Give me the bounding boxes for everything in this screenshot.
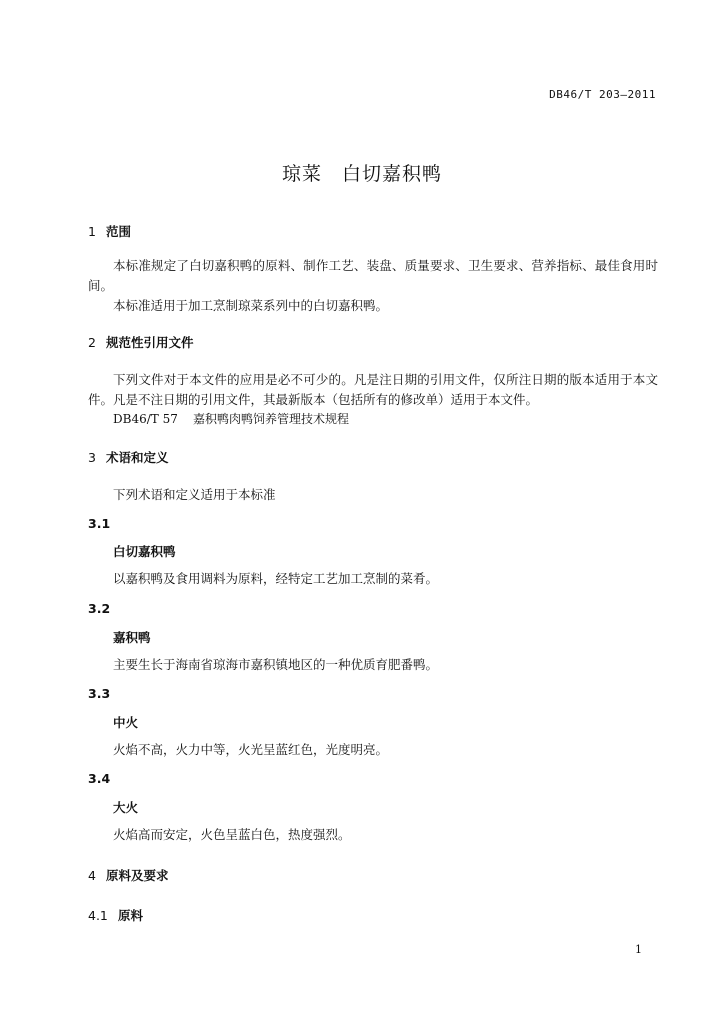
section-title: 范围 [106, 224, 132, 239]
page-number: 1 [635, 943, 642, 956]
section-number: 4 [88, 868, 96, 883]
reference-code: DB46/T 57 [113, 412, 178, 426]
section-1-paragraph-1: 本标准规定了白切嘉积鸭的原料、制作工艺、装盘、质量要求、卫生要求、营养指标、最佳食用时间。 [88, 258, 658, 293]
term-number: 3.3 [88, 686, 111, 701]
section-number: 3 [88, 450, 96, 465]
normative-reference [113, 410, 349, 427]
section-3-intro: 下列术语和定义适用于本标准 [113, 487, 276, 502]
term-number: 3.1 [88, 516, 111, 531]
term-name: 中火 [113, 715, 139, 730]
section-title: 原料及要求 [106, 868, 169, 883]
section-4-heading [88, 866, 169, 884]
term-number: 3.4 [88, 771, 111, 786]
term-definition: 以嘉积鸭及食用调料为原料，经特定工艺加工烹制的菜肴。 [113, 571, 439, 586]
term-name: 大火 [113, 800, 139, 815]
document-title: 琼菜 白切嘉积鸭 [281, 163, 442, 185]
section-1-paragraph-2: 本标准适用于加工烹制琼菜系列中的白切嘉积鸭。 [113, 298, 389, 313]
term-name: 白切嘉积鸭 [113, 544, 176, 559]
section-title: 术语和定义 [106, 450, 169, 465]
section-2-heading [88, 333, 194, 351]
term-definition: 火焰高而安定，火色呈蓝白色，热度强烈。 [113, 827, 351, 842]
term-definition: 主要生长于海南省琼海市嘉积镇地区的一种优质育肥番鸭。 [113, 657, 439, 672]
term-number: 3.2 [88, 601, 111, 616]
term-name: 嘉积鸭 [113, 630, 151, 645]
section-title: 规范性引用文件 [106, 335, 194, 350]
section-number: 2 [88, 335, 96, 350]
subsection-title: 原料 [118, 908, 144, 923]
term-definition: 火焰不高，火力中等，火光呈蓝红色，光度明亮。 [113, 742, 389, 757]
standard-number: DB46/T 203—2011 [549, 88, 656, 101]
section-3-heading [88, 448, 169, 466]
section-2-paragraph-1: 下列文件对于本文件的应用是必不可少的。凡是注日期的引用文件，仅所注日期的版本适用于本文件。凡是不注日期的引用文件，其最新版本（包括所有的修改单）适用于本文件。 [88, 372, 658, 407]
subsection-number: 4.1 [88, 908, 108, 923]
subsection-4-1-heading [88, 906, 143, 924]
section-1-heading [88, 222, 131, 240]
reference-title: 嘉积鸭肉鸭饲养管理技术规程 [193, 412, 350, 426]
section-number: 1 [88, 224, 96, 239]
